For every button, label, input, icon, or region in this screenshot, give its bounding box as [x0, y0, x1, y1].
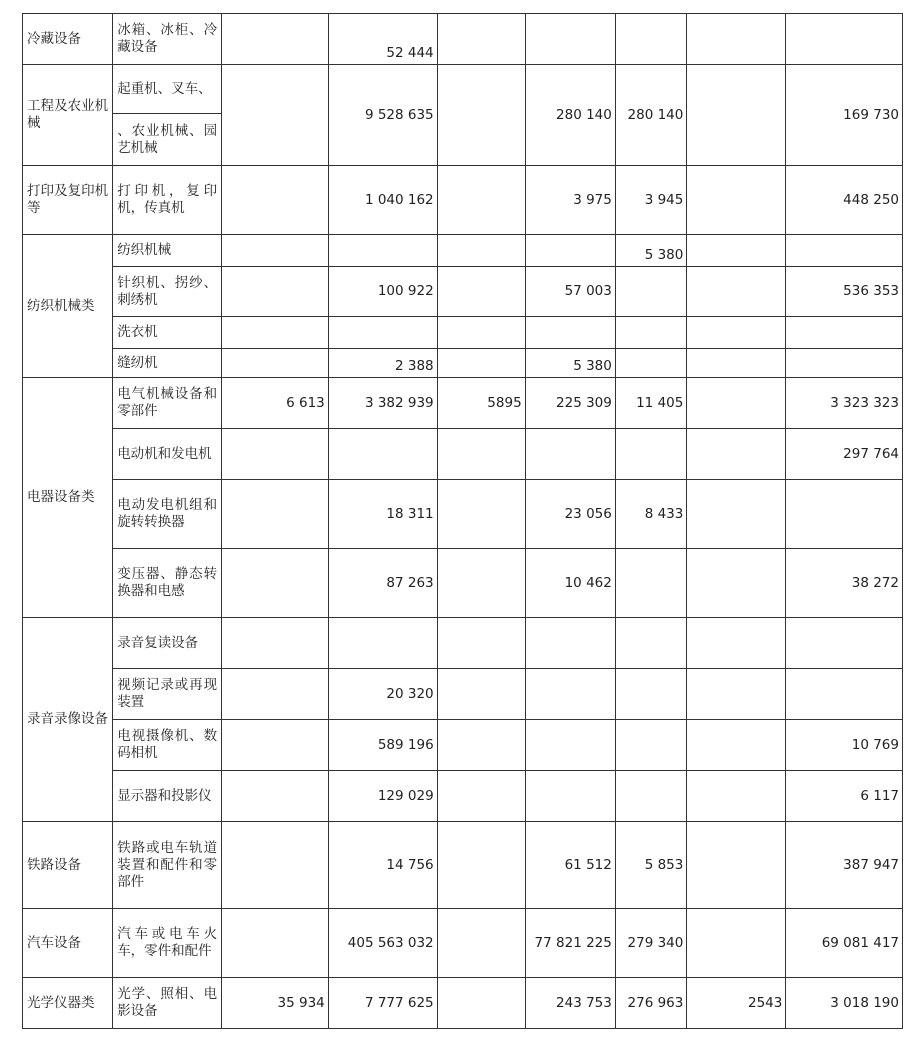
item-cell: 汽车或电车火车，零件和配件	[113, 909, 222, 978]
value-cell	[437, 720, 525, 771]
category-cell: 录音录像设备	[23, 618, 113, 822]
value-cell: 280 140	[525, 65, 615, 166]
value-cell	[786, 618, 903, 669]
value-cell: 38 272	[786, 549, 903, 618]
value-cell	[687, 14, 786, 65]
value-cell	[786, 480, 903, 549]
table-row	[23, 822, 903, 909]
value-cell: 3 975	[525, 166, 615, 235]
value-cell	[615, 771, 687, 822]
value-cell	[525, 618, 615, 669]
value-cell: 3 945	[615, 166, 687, 235]
table-row	[23, 549, 903, 618]
value-cell	[222, 349, 329, 378]
value-cell: 3 323 323	[786, 378, 903, 429]
table-row	[23, 267, 903, 317]
value-cell: 7 777 625	[328, 978, 437, 1029]
value-cell: 1 040 162	[328, 166, 437, 235]
value-cell	[437, 65, 525, 166]
value-cell: 448 250	[786, 166, 903, 235]
value-cell	[786, 349, 903, 378]
value-cell	[687, 822, 786, 909]
value-cell	[222, 618, 329, 669]
value-cell	[328, 235, 437, 267]
value-cell	[437, 549, 525, 618]
category-cell: 铁路设备	[23, 822, 113, 909]
value-cell	[437, 669, 525, 720]
value-cell: 129 029	[328, 771, 437, 822]
value-cell	[437, 822, 525, 909]
item-cell: 打印机，复印机，传真机	[113, 166, 222, 235]
value-cell: 280 140	[615, 65, 687, 166]
item-cell: 电视摄像机、数码相机	[113, 720, 222, 771]
category-cell: 冷藏设备	[23, 14, 113, 65]
value-cell	[687, 349, 786, 378]
value-cell: 6 613	[222, 378, 329, 429]
value-cell	[687, 720, 786, 771]
value-cell	[525, 669, 615, 720]
value-cell: 11 405	[615, 378, 687, 429]
value-cell: 536 353	[786, 267, 903, 317]
value-cell	[437, 317, 525, 349]
value-cell	[437, 771, 525, 822]
category-cell: 光学仪器类	[23, 978, 113, 1029]
value-cell	[687, 166, 786, 235]
item-cell: 电动机和发电机	[113, 429, 222, 480]
item-cell: 变压器、静态转换器和电感	[113, 549, 222, 618]
value-cell	[222, 65, 329, 166]
value-cell	[222, 267, 329, 317]
value-cell	[222, 166, 329, 235]
value-cell	[687, 909, 786, 978]
value-cell	[222, 720, 329, 771]
value-cell	[222, 429, 329, 480]
value-cell: 23 056	[525, 480, 615, 549]
item-cell: 电气机械设备和零部件	[113, 378, 222, 429]
item-cell: 光学、照相、电影设备	[113, 978, 222, 1029]
value-cell: 169 730	[786, 65, 903, 166]
trade-data-table	[22, 13, 903, 1029]
value-cell	[525, 720, 615, 771]
value-cell: 2 388	[328, 349, 437, 378]
item-cell: 视频记录或再现装置	[113, 669, 222, 720]
value-cell: 9 528 635	[328, 65, 437, 166]
value-cell	[525, 235, 615, 267]
value-cell	[786, 669, 903, 720]
value-cell	[687, 65, 786, 166]
value-cell	[222, 317, 329, 349]
value-cell: 243 753	[525, 978, 615, 1029]
value-cell	[222, 771, 329, 822]
value-cell	[687, 267, 786, 317]
value-cell	[328, 317, 437, 349]
value-cell: 8 433	[615, 480, 687, 549]
value-cell: 77 821 225	[525, 909, 615, 978]
value-cell	[687, 378, 786, 429]
value-cell	[437, 618, 525, 669]
value-cell	[786, 235, 903, 267]
value-cell: 87 263	[328, 549, 437, 618]
item-cell: 冰箱、冰柜、冷藏设备	[113, 14, 222, 65]
value-cell	[222, 480, 329, 549]
table-row	[23, 720, 903, 771]
value-cell: 69 081 417	[786, 909, 903, 978]
value-cell	[437, 480, 525, 549]
value-cell: 52 444	[328, 14, 437, 65]
item-cell: 起重机、叉车、	[113, 65, 222, 114]
value-cell: 14 756	[328, 822, 437, 909]
table-row	[23, 429, 903, 480]
value-cell	[222, 822, 329, 909]
table-row	[23, 65, 903, 114]
table-row	[23, 166, 903, 235]
value-cell	[437, 166, 525, 235]
category-cell: 工程及农业机械	[23, 65, 113, 166]
value-cell	[687, 235, 786, 267]
value-cell	[437, 429, 525, 480]
value-cell: 10 769	[786, 720, 903, 771]
value-cell: 3 382 939	[328, 378, 437, 429]
value-cell	[687, 317, 786, 349]
item-cell: 铁路或电车轨道装置和配件和零部件	[113, 822, 222, 909]
category-cell: 汽车设备	[23, 909, 113, 978]
value-cell	[786, 14, 903, 65]
value-cell	[687, 618, 786, 669]
table-row	[23, 480, 903, 549]
value-cell	[222, 235, 329, 267]
value-cell	[222, 909, 329, 978]
value-cell: 5 380	[525, 349, 615, 378]
value-cell	[437, 909, 525, 978]
item-cell: 电动发电机组和旋转转换器	[113, 480, 222, 549]
value-cell	[222, 669, 329, 720]
table-row	[23, 669, 903, 720]
value-cell: 405 563 032	[328, 909, 437, 978]
value-cell	[437, 235, 525, 267]
value-cell: 589 196	[328, 720, 437, 771]
value-cell: 5 380	[615, 235, 687, 267]
value-cell	[615, 669, 687, 720]
table-row	[23, 771, 903, 822]
value-cell: 5 853	[615, 822, 687, 909]
value-cell	[687, 480, 786, 549]
value-cell: 276 963	[615, 978, 687, 1029]
value-cell: 57 003	[525, 267, 615, 317]
table-row	[23, 349, 903, 378]
value-cell	[437, 267, 525, 317]
category-cell: 纺织机械类	[23, 235, 113, 378]
item-cell: 洗衣机	[113, 317, 222, 349]
value-cell	[615, 14, 687, 65]
value-cell	[687, 771, 786, 822]
item-cell: 纺织机械	[113, 235, 222, 267]
value-cell: 61 512	[525, 822, 615, 909]
value-cell: 279 340	[615, 909, 687, 978]
value-cell	[687, 549, 786, 618]
value-cell: 6 117	[786, 771, 903, 822]
value-cell	[437, 349, 525, 378]
category-cell: 电器设备类	[23, 378, 113, 618]
item-cell: 针织机、拐纱、刺绣机	[113, 267, 222, 317]
category-cell: 打印及复印机等	[23, 166, 113, 235]
value-cell: 5895	[437, 378, 525, 429]
value-cell	[687, 429, 786, 480]
item-cell: 缝纫机	[113, 349, 222, 378]
value-cell: 100 922	[328, 267, 437, 317]
value-cell	[525, 14, 615, 65]
trade-data-table-page	[22, 13, 903, 1029]
value-cell	[786, 317, 903, 349]
value-cell: 10 462	[525, 549, 615, 618]
value-cell	[328, 618, 437, 669]
value-cell: 225 309	[525, 378, 615, 429]
item-cell: 录音复读设备	[113, 618, 222, 669]
table-row	[23, 618, 903, 669]
table-row	[23, 235, 903, 267]
value-cell: 35 934	[222, 978, 329, 1029]
table-row	[23, 378, 903, 429]
item-cell: 显示器和投影仪	[113, 771, 222, 822]
table-row	[23, 14, 903, 65]
value-cell	[615, 549, 687, 618]
value-cell	[525, 429, 615, 480]
value-cell	[615, 429, 687, 480]
value-cell: 3 018 190	[786, 978, 903, 1029]
value-cell	[437, 14, 525, 65]
value-cell: 2543	[687, 978, 786, 1029]
value-cell: 18 311	[328, 480, 437, 549]
value-cell	[687, 669, 786, 720]
value-cell	[615, 267, 687, 317]
value-cell	[525, 317, 615, 349]
value-cell	[615, 349, 687, 378]
table-row	[23, 317, 903, 349]
value-cell	[222, 549, 329, 618]
value-cell	[222, 14, 329, 65]
value-cell	[615, 618, 687, 669]
value-cell: 20 320	[328, 669, 437, 720]
table-row	[23, 909, 903, 978]
value-cell: 387 947	[786, 822, 903, 909]
value-cell	[615, 317, 687, 349]
table-row	[23, 978, 903, 1029]
item-cell: 、农业机械、园艺机械	[113, 114, 222, 166]
value-cell	[525, 771, 615, 822]
value-cell	[615, 720, 687, 771]
value-cell	[328, 429, 437, 480]
value-cell	[437, 978, 525, 1029]
value-cell: 297 764	[786, 429, 903, 480]
